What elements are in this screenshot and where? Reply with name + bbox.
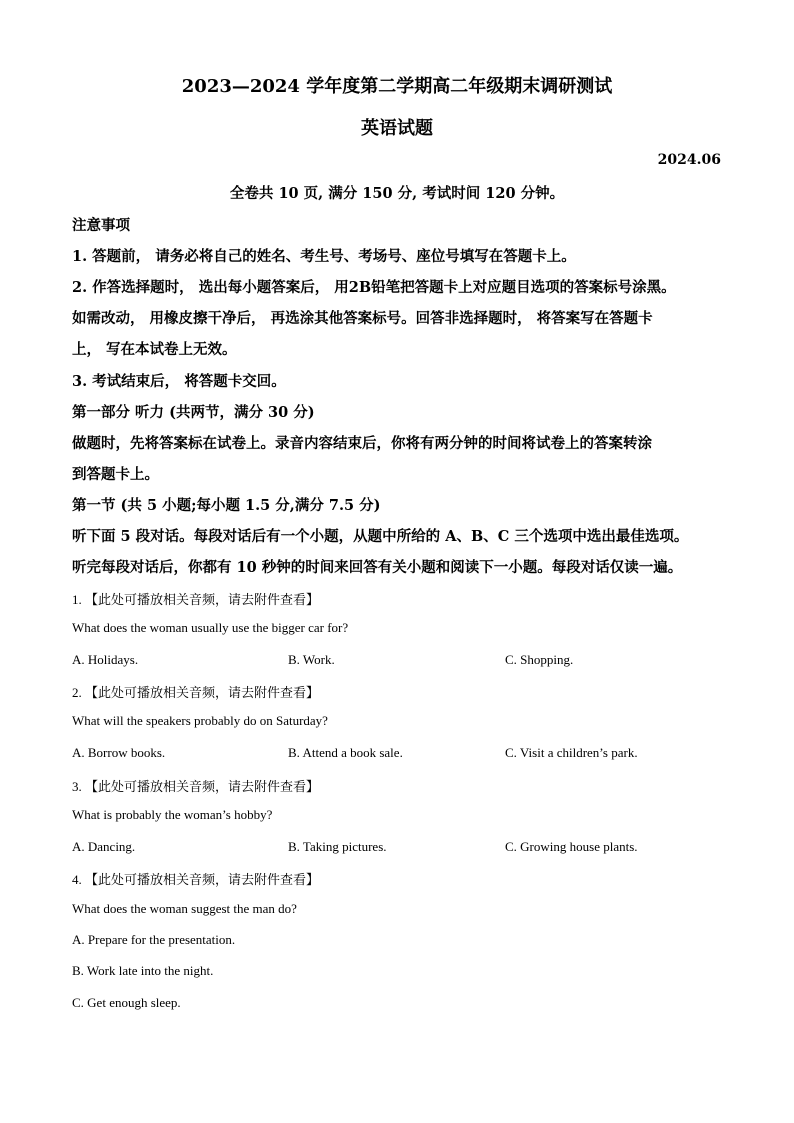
part1-instr-line-1: 做题时，先将答案标在试卷上。录音内容结束后，你将有两分钟的时间将试卷上的答案转涂 <box>72 435 652 452</box>
part1-heading: 第一部分 听力 (共两节，满分 30 分) <box>72 404 315 421</box>
note-3: 3. 考试结束后， 将答题卡交回。 <box>72 373 286 390</box>
q4-option-b: B. Work late into the night. <box>72 963 214 978</box>
q4-option-c: C. Get enough sleep. <box>72 995 181 1010</box>
q3-option-c: C. Growing house plants. <box>505 839 638 854</box>
exam-subtitle: 英语试题 <box>361 118 433 139</box>
q4-option-a: A. Prepare for the presentation. <box>72 932 236 947</box>
exam-title: 2023—2024 学年度第二学期高二年级期末调研测试 <box>181 76 613 97</box>
q1-text: What does the woman usually use the bigger car for? <box>72 620 349 635</box>
q2-option-c: C. Visit a children’s park. <box>505 745 638 760</box>
q3-audio-marker[interactable]: 3. 【此处可播放相关音频，请去附件查看】 <box>72 779 320 794</box>
q3-option-a: A. Dancing. <box>72 839 136 854</box>
q4-audio-marker[interactable]: 4. 【此处可播放相关音频，请去附件查看】 <box>72 872 320 887</box>
q2-option-a: A. Borrow books. <box>72 745 166 760</box>
q1-option-b: B. Work. <box>288 652 335 667</box>
notes-heading: 注意事项 <box>72 217 130 234</box>
note-2-line-1: 2. 作答选择题时， 选出每小题答案后， 用2B铅笔把答题卡上对应题目选项的答案标号涂黑。 <box>72 279 676 296</box>
q2-audio-marker[interactable]: 2. 【此处可播放相关音频，请去附件查看】 <box>72 685 320 700</box>
part1-instr-line-2: 到答题卡上。 <box>72 466 159 483</box>
q1-option-c: C. Shopping. <box>505 652 574 667</box>
q2-option-b: B. Attend a book sale. <box>288 745 403 760</box>
q3-option-b: B. Taking pictures. <box>288 839 387 854</box>
q4-text: What does the woman suggest the man do? <box>72 901 297 916</box>
section1-heading: 第一节 (共 5 小题;每小题 1.5 分,满分 7.5 分) <box>72 497 381 514</box>
note-2-line-2: 如需改动， 用橡皮擦干净后， 再选涂其他答案标号。回答非选择题时， 将答案写在答题卡 <box>72 310 653 327</box>
q1-audio-marker[interactable]: 1. 【此处可播放相关音频，请去附件查看】 <box>72 592 320 607</box>
note-1: 1. 答题前， 请务必将自己的姓名、考生号、考场号、座位号填写在答题卡上。 <box>72 248 576 265</box>
q2-text: What will the speakers probably do on Saturday? <box>72 713 328 728</box>
section1-instr-line-1: 听下面 5 段对话。每段对话后有一个小题，从题中所给的 A、B、C 三个选项中选出最佳选项。 <box>72 528 689 545</box>
q1-option-a: A. Holidays. <box>72 652 139 667</box>
section1-instr-line-2: 听完每段对话后，你都有 10 秒钟的时间来回答有关小题和阅读下一小题。每段对话仅读一遍。 <box>72 559 683 576</box>
note-2-line-3: 上， 写在本试卷上无效。 <box>72 341 237 358</box>
q3-text: What is probably the woman’s hobby? <box>72 807 273 822</box>
exam-summary: 全卷共 10 页, 满分 150 分, 考试时间 120 分钟。 <box>229 185 565 202</box>
exam-date: 2024.06 <box>657 152 721 168</box>
